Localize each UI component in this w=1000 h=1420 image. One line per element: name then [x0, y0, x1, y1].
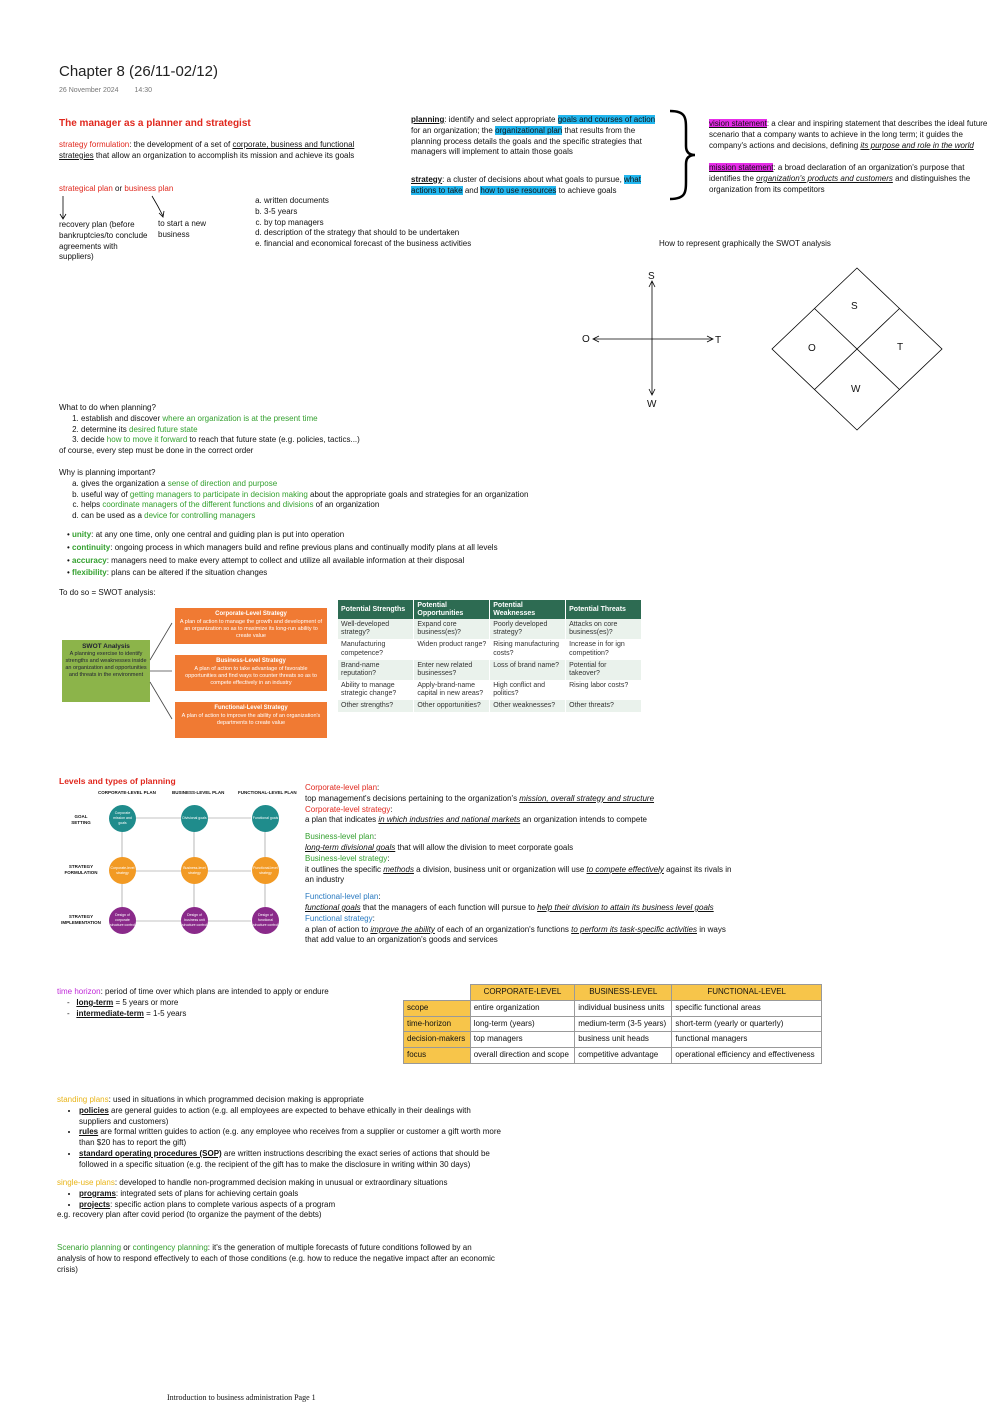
planning-definition: planning: identify and select appropriate goals and courses of action for an organization; the organizational plan that results from the planning process details the goals and the specific strategies that managers will implement to attain those goals: [411, 115, 656, 157]
levels-heading: Levels and types of planning: [59, 776, 176, 786]
vision-statement-definition: vision statement: a clear and inspiring statement that describes the ideal future scenario that a company wants to achieve in the long term; it guides the company's actions and decisions, defining its purpose and role in the world: [709, 119, 988, 150]
strategy-formulation-note: strategy formulation: the development of a set of corporate, business and functional strategies that allow an organization to accomplish its mission and achieve its goals: [59, 140, 355, 160]
functional-strategy-box: Functional-Level Strategy A plan of action to improve the ability of an organization's departments to create value: [175, 702, 327, 738]
diagram-node-orange: Functional-level strategy: [252, 857, 279, 884]
table-header: Potential Strengths: [338, 600, 414, 619]
business-strategy-box: Business-Level Strategy A plan of action to take advantage of favorable opportunities and find ways to counter threats so as to compete effectively in an industry: [175, 655, 327, 691]
page-time: 14:30: [134, 87, 153, 95]
swot-diamond-diagram: [770, 266, 945, 432]
term-strategy: strategy: [411, 175, 443, 184]
swot-analysis-figure: [60, 605, 335, 740]
swot-diamond-o: O: [808, 343, 816, 354]
diagram-node-orange: Business-level strategy: [181, 857, 208, 884]
swot-cross-o: O: [582, 334, 590, 345]
swot-intro: To do so = SWOT analysis:: [59, 588, 156, 597]
term-mission-statement: mission statement: [709, 163, 774, 172]
diagram-node-purple: Design of functional structure control: [252, 907, 279, 934]
table-header: CORPORATE-LEVEL: [470, 985, 574, 1001]
diagram-col-label: CORPORATE-LEVEL PLAN: [98, 790, 156, 795]
diagram-col-label: FUNCTIONAL-LEVEL PLAN: [238, 790, 297, 795]
diagram-col-label: BUSINESS-LEVEL PLAN: [172, 790, 225, 795]
start-business-note: to start a new business: [158, 219, 207, 239]
table-header: Potential Opportunities: [414, 600, 490, 619]
term-strategy-formulation: strategy formulation: [59, 140, 130, 149]
corporate-strategy-box: Corporate-Level Strategy A plan of action to manage the growth and development of an organization so as to maximize its long-run ability to create value: [175, 608, 327, 644]
levels-definitions: Corporate-level plan: top management's decisions pertaining to the organization's mission, overall strategy and structure Corporate-level strategy: a plan that indicates in which industries and national markets an organization intends to compete Business-level plan: long-term divisional goals that will allow the division to meet corporate goals Business-level strategy: it outlines the specific methods a division, business unit or organization will use to compete effectively against its rivals in an industry Functional-level plan: functional goals that the managers of each function will pursue to help their division to attain its business level goals Functional strategy: a plan of action to improve the ability of each of an organization's functions to perform its task-specific activities in ways that add value to an organization's goods and services: [305, 783, 732, 945]
diagram-row-label: GOAL SETTING: [71, 814, 91, 826]
mission-statement-definition: mission statement: a broad declaration of an organization's purpose that identifies the organization's products and customers and distinguishes the organization from its competitors: [709, 163, 971, 194]
scenario-planning-note: Scenario planning or contingency planning: it's the generation of multiple forecasts of future conditions followed by an analysis of how to respond effectively to each of those conditions (e.g. how to reduce the negative impact after an economic crisis): [57, 1243, 495, 1274]
swot-graph-caption: How to represent graphically the SWOT analysis: [659, 239, 831, 248]
table-row: scope entire organization individual business units specific functional areas: [404, 1000, 822, 1016]
swot-green-box: SWOT Analysis A planning exercise to identify strengths and weaknesses inside an organization and opportunities and threats in the environment: [62, 640, 150, 702]
list-item: e. financial and economical forecast of the business activities: [264, 239, 544, 250]
table-row: time-horizon long-term (years) medium-term (3-5 years) short-term (yearly or quarterly): [404, 1016, 822, 1032]
table-row: Well-developed strategy? Expand core business(es)? Poorly developed strategy? Attacks on core business(es)?: [338, 619, 642, 639]
levels-diagram: [60, 789, 300, 939]
level-comparison-table: [403, 984, 822, 1064]
list-item: d. can be used as a device for controlling managers: [81, 511, 619, 522]
section-heading-planner: The manager as a planner and strategist: [59, 118, 251, 129]
diagram-row-label: STRATEGY IMPLEMENTATION: [61, 914, 101, 926]
list-item: b. useful way of getting managers to participate in decision making about the appropriate goals and strategies for an organization: [81, 490, 619, 501]
business-plan-list: [242, 196, 544, 250]
list-item: 3. decide how to move it forward to reach that future state (e.g. policies, tactics...): [81, 435, 559, 446]
list-item: c. helps coordinate managers of the different functions and divisions of an organization: [81, 500, 619, 511]
table-header: Potential Weaknesses: [490, 600, 566, 619]
time-horizon-block: time horizon: period of time over which plans are intended to apply or endure - long-term = 5 years or more - intermediate-term = 1-5 years: [57, 987, 329, 1018]
single-use-plans-block: single-use plans: developed to handle non-programmed decision making in unusual or extraordinary situations • programs: integrated sets of plans for achieving certain goals • projects: specific action plans to complete various aspects of a program e.g. recovery plan after covid period (to organize the payment of the debts): [57, 1178, 502, 1221]
standing-plans-block: standing plans: used in situations in which programmed decision making is appropriate • policies are general guides to action (e.g. all employees are expected to behave ethically in their dealings with suppliers and customers) • rules are formal written guides to action (e.g. any employee who receives from a supplier or customer a gift worth more than $20 has to report the gift) • standard operating procedures (SOP) are written instructions describing the exact series of actions that should be followed in a specific situation (e.g. the recipient of the gift has to make the disclosure in writing within 30 days): [57, 1095, 502, 1171]
list-item: • unity: at any one time, only one central and guiding plan is put into operation: [67, 530, 345, 539]
list-item: • policies are general guides to action (e.g. all employees are expected to behave ethically in their dealings with suppliers and customers): [79, 1106, 502, 1128]
list-item: d. description of the strategy that should to be undertaken: [264, 228, 544, 239]
diagram-node-teal: Corporate mission and goals: [109, 805, 136, 832]
page-title: Chapter 8 (26/11-02/12): [59, 63, 218, 80]
curly-brace: [664, 108, 698, 203]
diagram-node-teal: Divisional goals: [181, 805, 208, 832]
list-item: b. 3-5 years: [264, 207, 544, 218]
list-item: a. written documents: [264, 196, 544, 207]
swot-cross-diagram: [578, 268, 728, 413]
strategy-definition: strategy: a cluster of decisions about what goals to pursue, what actions to take and how to use resources to achieve goals: [411, 175, 641, 195]
page-date: 26 November 2024: [59, 87, 119, 95]
why-planning-block: Why is planning important? a. gives the organization a sense of direction and purpose b. useful way of getting managers to participate in decision making about the appropriate goals and strategies for an organization c. helps coordinate managers of the different functions and divisions of an organization d. can be used as a device for controlling managers: [59, 468, 619, 522]
diagram-node-teal: Functional goals: [252, 805, 279, 832]
swot-cross-t: T: [715, 335, 722, 346]
table-row: Other strengths? Other opportunities? Other weaknesses? Other threats?: [338, 700, 642, 712]
table-header: [404, 985, 471, 1001]
list-item: • flexibility: plans can be altered if the situation changes: [67, 568, 268, 578]
page-datetime: [59, 86, 218, 95]
table-row: Manufacturing competence? Widen product range? Rising manufacturing costs? Increase in for ign competition?: [338, 639, 642, 659]
recovery-plan-note: recovery plan (before bankruptcies/to conclude agreements with suppliers): [59, 220, 148, 262]
swot-cross-s: S: [648, 271, 655, 282]
list-item: • continuity: ongoing process in which managers build and refine previous plans and continually modify plans at all levels: [67, 542, 498, 552]
list-item: a. gives the organization a sense of direction and purpose: [81, 479, 619, 490]
table-row: decision-makers top managers business unit heads functional managers: [404, 1032, 822, 1048]
strategical-plan-line: strategical plan or business plan: [59, 184, 174, 193]
table-row: Brand-name reputation? Enter new related businesses? Loss of brand name? Potential for takeover?: [338, 660, 642, 680]
list-item: 1. establish and discover where an organization is at the present time: [81, 414, 559, 425]
when-planning-block: What to do when planning? 1. establish and discover where an organization is at the present time 2. determine its desired future state 3. decide how to move it forward to reach that future state (e.g. policies, tactics...) of course, every step must be done in the correct order: [59, 403, 559, 457]
list-item: • standard operating procedures (SOP) are written instructions describing the exact series of actions that should be followed in a specific situation (e.g. the recipient of the gift has to make the disclosure in writing within 30 days): [79, 1149, 502, 1171]
swot-table: [338, 600, 642, 712]
list-item: c. by top managers: [264, 218, 544, 229]
table-header: FUNCTIONAL-LEVEL: [672, 985, 822, 1001]
term-vision-statement: vision statement: [709, 119, 767, 128]
list-item: • accuracy: managers need to make every attempt to collect and utilize all available information at their disposal: [67, 555, 465, 565]
diagram-node-purple: Design of business unit structure control: [181, 907, 208, 934]
list-item: 2. determine its desired future state: [81, 425, 559, 436]
term-planning: planning: [411, 115, 445, 124]
list-item: • rules are formal written guides to action (e.g. any employee who receives from a supplier or customer a gift worth more than $20 has to report the gift): [79, 1127, 502, 1149]
list-item: • projects: specific action plans to complete various aspects of a program: [79, 1200, 502, 1211]
table-header: Potential Threats: [566, 600, 642, 619]
diagram-row-label: STRATEGY FORMULATION: [64, 864, 98, 876]
list-item: • programs: integrated sets of plans for achieving certain goals: [79, 1189, 502, 1200]
page-footer: Introduction to business administration Page 1: [167, 1393, 316, 1402]
diagram-node-orange: Corporate-level strategy: [109, 857, 136, 884]
table-row: focus overall direction and scope competitive advantage operational efficiency and effectiveness: [404, 1048, 822, 1064]
swot-cross-w: W: [647, 399, 657, 410]
swot-fig-arrows: [148, 605, 178, 740]
table-row: Ability to manage strategic change? Apply-brand-name capital in new areas? High conflict and politics? Rising labor costs?: [338, 680, 642, 700]
diagram-node-purple: Design of corporate structure control: [109, 907, 136, 934]
swot-diamond-t: T: [897, 342, 904, 353]
swot-diamond-s: S: [851, 301, 858, 312]
table-header: BUSINESS-LEVEL: [575, 985, 672, 1001]
plan-qualities-list: [59, 530, 627, 579]
swot-diamond-w: W: [851, 384, 861, 395]
page-header: [59, 62, 218, 96]
